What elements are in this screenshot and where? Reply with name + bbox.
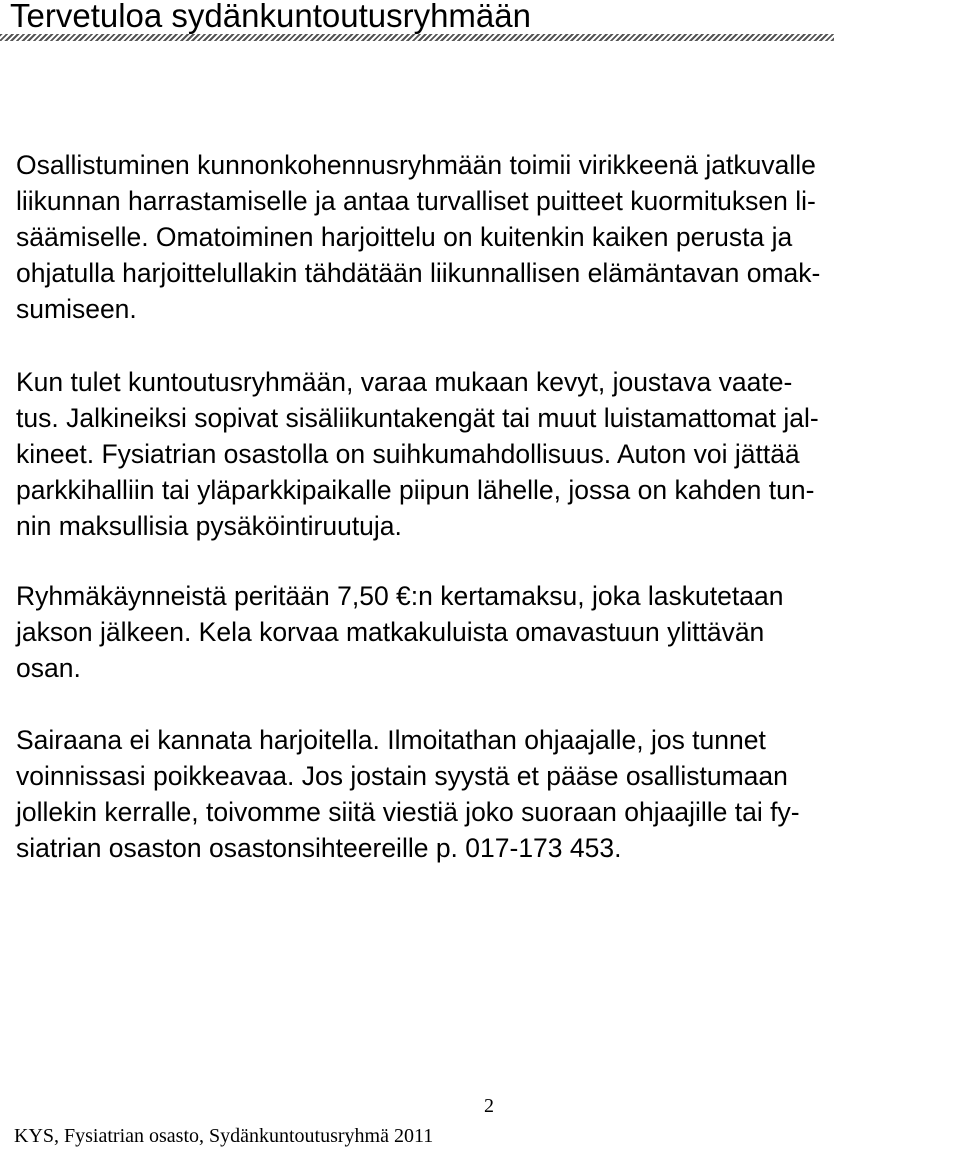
text-line: osan. [16,653,81,683]
text-line: ohjatulla harjoittelullakin tähdätään liikunnallisen elämäntavan omak- [16,258,821,288]
text-line: parkkihalliin tai yläparkkipaikalle piipun lähelle, jossa on kahden tun- [16,475,815,505]
text-line: siatrian osaston osastonsihteereille p. 017-173 453. [16,833,622,863]
footer-text: KYS, Fysiatrian osasto, Sydänkuntoutusryhmä 2011 [14,1125,434,1147]
paragraph-participation [16,147,820,327]
text-line: tus. Jalkineiksi sopivat sisäliikuntakengät tai muut luistamattomat jal- [16,403,819,433]
text-line: jollekin kerralle, toivomme siitä viestiä joko suoraan ohjaajille tai fy- [16,797,800,827]
text-line: nin maksullisia pysäköintiruutuja. [16,511,402,541]
text-line: Kun tulet kuntoutusryhmään, varaa mukaan kevyt, joustava vaate- [16,367,793,397]
text-line: Osallistuminen kunnonkohennusryhmään toimii virikkeenä jatkuvalle [16,150,816,180]
text-line: Ryhmäkäynneistä peritään 7,50 €:n kertamaksu, joka laskutetaan [16,581,784,611]
text-line: Sairaana ei kannata harjoitella. Ilmoitathan ohjaajalle, jos tunnet [16,725,766,755]
paragraph-illness-notice [16,722,800,866]
text-line: liikunnan harrastamiselle ja antaa turvalliset puitteet kuormituksen li- [16,186,816,216]
text-line: jakson jälkeen. Kela korvaa matkakuluista omavastuun ylittävän [16,617,765,647]
title-underline-rule [0,34,834,41]
text-line: voinnissasi poikkeavaa. Jos jostain syystä et pääse osallistumaan [16,761,788,791]
text-line: kineet. Fysiatrian osastolla on suihkumahdollisuus. Auton voi jättää [16,439,800,469]
paragraph-what-to-bring [16,364,819,544]
text-line: sumiseen. [16,294,137,324]
paragraph-fees [16,578,783,686]
text-line: säämiselle. Omatoiminen harjoittelu on kuitenkin kaiken perusta ja [16,222,793,252]
page-title: Tervetuloa sydänkuntoutusryhmään [10,0,531,34]
page-number: 2 [484,1095,494,1117]
